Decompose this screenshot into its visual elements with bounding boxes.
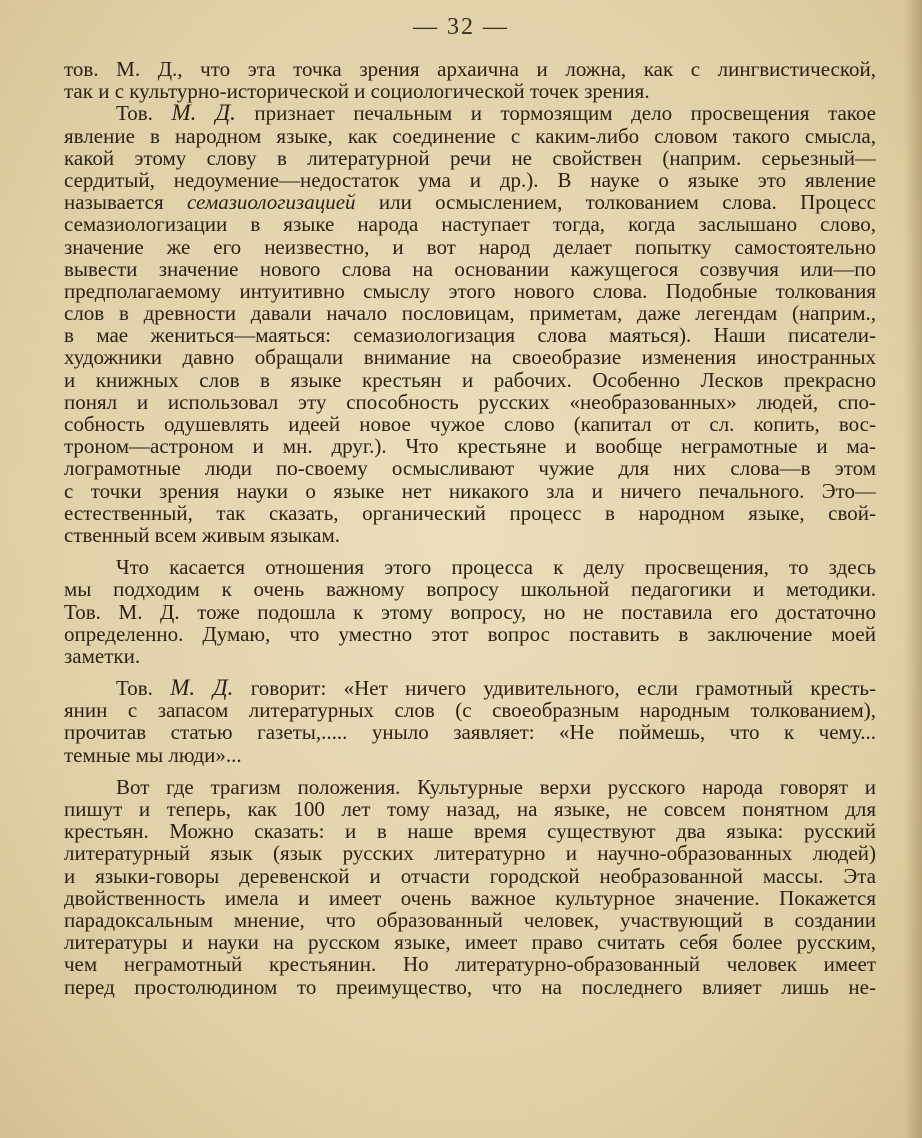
- text-line: явление в народном языке, как соединение с каким-либо словом такого смысла,: [64, 123, 876, 148]
- text-line: значение же его неизвестно, и вот народ делает попытку самостоятельно: [64, 234, 876, 259]
- text-line: перед простолюдином то преимущество, что на последнего влияет лишь не-: [64, 974, 876, 999]
- text-line: и языки-говоры деревенской и отчасти городской необразованной массы. Эта: [64, 863, 876, 888]
- text-line: ственный всем живым языкам.: [64, 522, 341, 547]
- text-line: так и с культурно-исторической и социологической точек зрения.: [64, 79, 650, 104]
- text-line: литературы и науки на русском языке, имеет право считать себя более русским,: [64, 930, 876, 955]
- text-line: определенно. Думаю, что уместно этот вопрос поставить в заключение моей: [64, 621, 876, 646]
- text-line: семазиологизации в языке народа наступает тогда, когда заслышано слово,: [64, 212, 876, 237]
- text-line: чем неграмотный крестьянин. Но литературно-образованный человек имеет: [64, 952, 876, 977]
- text-line: заметки.: [64, 643, 141, 668]
- text-line: вывести значение нового слова на основании кажущегося созвучия или—по: [64, 256, 876, 281]
- text-line: Тов. М. Д. признает печальным и тормозящим дело просвещения такое: [116, 100, 876, 126]
- page-edge-shadow: [904, 0, 922, 1138]
- text-line: крестьян. Можно сказать: и в наше время существуют два языка: русский: [64, 819, 876, 844]
- italic-term: семазиологизацией: [186, 190, 356, 215]
- text-line: называется семазиологизацией или осмыслением, толкованием слова. Процесс: [64, 190, 876, 215]
- italic-name: М. Д.: [170, 675, 234, 701]
- text-line: темные мы люди»...: [64, 742, 242, 767]
- text-line: предполагаемому интуитивно смыслу этого нового слова. Подобные толкования: [64, 278, 876, 303]
- text-line: художники давно обращали внимание на своеобразие изменения иностранных: [64, 345, 876, 370]
- text-line: сердитый, недоумение—недостаток ума и др.). В науке о языке это явление: [64, 167, 876, 192]
- text-line: понял и использовал эту способность русских «необразованных» людей, спо-: [64, 389, 876, 414]
- text-line: парадоксальным мнение, что образованный человек, участвующий в создании: [64, 907, 876, 932]
- page-number: — 32 —: [413, 14, 509, 40]
- text-line: литературный язык (язык русских литературно и научно-образованных людей): [64, 841, 876, 866]
- text-line: тов. М. Д., что эта точка зрения архаична и ложна, как с лингвистической,: [64, 57, 876, 81]
- text-line: с точки зрения науки о языке нет никакого зла и ничего печального. Это—: [64, 478, 876, 503]
- text-line: лограмотные люди по-своему осмысливают чужие для них слова—в этом: [64, 456, 876, 481]
- text-line: двойственность имела и имеет очень важное культурное значение. Покажется: [64, 885, 876, 910]
- italic-name: М. Д.: [171, 100, 236, 126]
- text-line: Что касается отношения этого процесса к делу просвещения, то здесь: [116, 555, 876, 580]
- text-line: пишут и теперь, как 100 лет тому назад, на языке, не совсем понятном для: [64, 797, 876, 821]
- body-text: [64, 58, 876, 998]
- text-line: Тов. М. Д. тоже подошла к этому вопросу, но не поставила его достаточно: [64, 599, 876, 624]
- text-line: мы подходим к очень важному вопросу школьной педагогики и методики.: [64, 577, 876, 602]
- text-line: собность одушевлять идеей новое чужое слово (капитал от сл. копить, вос-: [64, 412, 876, 436]
- text-line: янин с запасом литературных слов (с своеобразным народным толкованием),: [64, 698, 876, 723]
- text-line: Тов. М. Д. говорит: «Нет ничего удивительного, если грамотный кресть-: [116, 675, 876, 701]
- text-line: Вот где трагизм положения. Культурные верхи русского народа говорят и: [116, 774, 876, 799]
- text-line: в мае жениться—маяться: семазиологизация слова маяться). Наши писатели-: [64, 323, 876, 348]
- text-line: естественный, так сказать, органический процесс в народном языке, свой-: [64, 500, 876, 525]
- text-line: прочитав статью газеты,..... уныло заявляет: «Не поймешь, что к чему...: [64, 720, 876, 745]
- text-line: и книжных слов в языке крестьян и рабочих. Особенно Лесков прекрасно: [64, 367, 876, 392]
- text-line: троном—астроном и мн. друг.). Что крестьяне и вообще неграмотные и ма-: [64, 434, 876, 459]
- text-line: слов в древности давали начало пословицам, приметам, даже легендам (наприм.,: [64, 301, 876, 326]
- text-line: какой этому слову в литературной речи не свойствен (наприм. серьезный—: [64, 145, 876, 170]
